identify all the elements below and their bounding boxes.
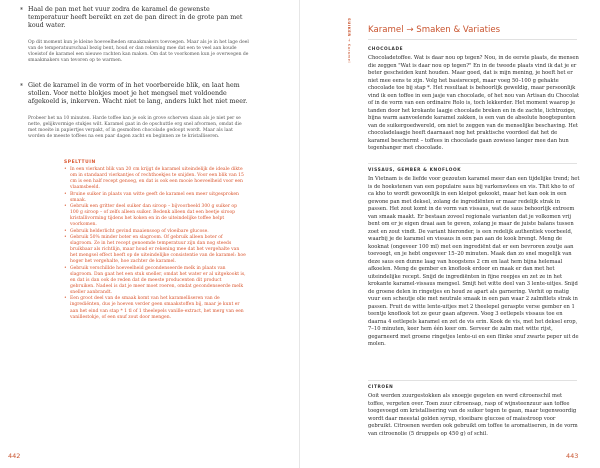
- section-tab: [346, 18, 354, 78]
- step-bullet-2: *: [20, 83, 23, 90]
- tip-item: • Gebruik 50% minder boter en slagroom. Of gebruik alleen boter of slagroom. Ze in het recept genoemde temperatuur zijn dan nog steeds bruikbaar als richtlijn, maar houd er rekening mee dat het vergehalte van het mengsel effect heeft op de uiteindelijke consistentie van de karamel: hoe hoger het vergehalte, hoe zachter de karamel.: [64, 235, 246, 266]
- step-bullet-1: *: [20, 7, 23, 14]
- section-tab-strong: SUIKER: [347, 18, 352, 37]
- section-label-vissaus: VISSAUS, GEMBER & KNOFLOOK: [368, 168, 462, 173]
- step-note-2: Probeer het na 10 minuten. Harde toffee kan je ook in grove scherven slaan als je niet per se nette, gelijkvormige stukjes wilt. Karamel gaat in de opschuttle erg snel afvormen, omdat die met moeite in papiertjes verpakt, of in gesmolten chocolade gedoopt wordt. Maar als laat worden de meeste toffees na een paar dagen zacht en beginnen ze te kristalliseren.: [28, 116, 242, 139]
- tip-item: • Bruine suiker in plaats van witte geeft de karamel een meer uitgesproken smaak.: [64, 192, 246, 204]
- tip-item: • Gebruik helderlicht gevind maaiensoop of vloeibare glucose.: [64, 229, 246, 235]
- section-body-vissaus: In Vietnam is de liefde voor gezouten karamel meer dan een tijdelijke trend; het is de hoekstenen van een populaire saus bij varkensvlees en vis. Thit kho to of ca kho to wordt gewoonlijk in een kleipot gekookt, maar het kan ook in een gewone pan met deksel, zolang de ingrediënten er maar redelijk strak in passen. Het zout komt in de vorm van vissaus, wat de saus behoorlijk extreem van smaak maakt. Er bestaan zoveel regionale varianten dat je volkomen vrij bent om er je eigen draai aan te geven, zolang je maar de juiste balans tussen zoet en zout vindt. De variant hieronder, is een redelijk authentiek voorbeeld, waarbij je de karamel en vissaus in een pan aan de kook brengt. Meng de kooknat (ongeveer 100 ml) met een ingrediënt dat er een bevroren zoutje aan toevoegt, en je hebt ongeveer 15–20 minuten. Maak dan zo snel mogelijk van deze saus een dunne laag van hoogstens 2 cm en laat hem bijna helemaal afkoelen. Meng de gember en knoflook erdoor en maak er dan met het uiteindelijke recept. Snijd de ingrediënten in fijne reepjes en zet ze in het krokante karamel-vissaus mengsel. Smijt het witte deel van 3 lente-uitjes. Snijd de groene delen in ringetjes en houd ze apart als garnering. Verhit op matig vuur een scheutje olie met neutrale smaak in een pan waar 2 zalmfilets strak in passen. Fruit de witte lente-uitjes met 2 theelepel geraspte verse gember en 1 teentje knoflook tot ze geur gaan afgeven. Voeg 3 eetlepels vissaus toe en daarna 4 eetlepels karamel en zet de vis erin. Kook de vis, met het deksel erop, 7–10 minuten, keer hem één keer om. Serveer de zalm met witte rijst, gegarneerd met groene ringetjes lente-ui en een flinke snuf zwarte peper uit de molen.: [368, 176, 580, 347]
- section-label-chocolade: CHOCOLADE: [368, 47, 404, 52]
- step-text-2: Giet de karamel in de vorm of in het voorbereide blik, en laat hem stollen. Voor nette blokjes moet je het mengsel met voldoende afgekoeld is, inkerven. Wacht niet te lang, anders lukt het niet meer.: [28, 82, 248, 106]
- section-tab-rest: → Karamel: [347, 38, 352, 64]
- section-rule: [368, 380, 577, 381]
- page-number-right: 443: [566, 452, 579, 460]
- section-rule: [368, 163, 577, 164]
- tips-box: [64, 160, 246, 321]
- page-number-left: 442: [8, 452, 21, 460]
- tip-item: • Een groot deel van de smaak komt van het karamelliseren van de ingrediënten, dus je hoeven verder geen smaakstoffen bij, maar je kunt er aan het eind van stap * 1 tl of 1 theelepels vanille-extract, het merg van een vanillestokje, of een snuf zout door mengen.: [64, 296, 246, 321]
- step-text-1: Haal de pan met het vuur zodra de karamel de gewenste temperatuur heeft bereikt en zet de pan direct in de grote pan met koud water.: [28, 6, 243, 30]
- section-body-chocolade: Chocoladetoffee. Wat is daar nou op tegen? Nou, in de eerste plaats, de mensen die zeggen "Wat is daar nou op tegen?" En in de tweede plaats vind ik dat je er beter gescheiden kunt houden. Maar goed, dat is mijn mening, je hoeft het er niet mee eens te zijn. Volg het basisrecept, maar voeg 50–100 g gehakte chocolade toe bij stap *. Het resultaat is behoorlijk geweldig, maar persoonlijk vind ik een toffee in een jasje van chocolade, of het nou van Artisan du Chocolat of in de vorm van een ordinaire Rolo is, toch lekkerder. Het moment waarop je tanden door het krokante laagje chocolade breken en in de zachte, lichtrozige, bijna warm aanvoelende karamel zakken, is een van de absolute hoogtepunten van de suikergoedwereld, om niet te zeggen van de menselijke beschaving. Het chocoladelaagje heeft daarnaast nog het praktische voordeel dat het de karamel beschermt – toffees in chocolade gaan zowieso langer mee dan hun tegenhanger met chocolade.: [368, 55, 580, 151]
- tip-item: • Gebruik verschillde hoeveelheid gecondenseerde melk in plaats van slagroom. Dan gaat het een stuk sneller, omdat het water er al uitgekookt is, en dat is dan ook de reden dat de meeste producenten dit product gebruiken. Nadeel is dat je meer moet roeren, omdat gecondenseerde melk sneller aanbrandt.: [64, 266, 246, 297]
- section-label-citroen: CITROEN: [368, 385, 394, 390]
- title-rule: [368, 39, 577, 40]
- tip-item: • In een vierkant blik van 20 cm krijgt de karamel uiteindelijk de ideale dikte om in standaard vierkantjes of rechthoekjes te snijden. Voor een blik van 15 cm is een half recept genoeg, en dat is ook een mooie hoeveelheid voor een vlaamsbeeld.: [64, 167, 246, 192]
- step-note-1: Op dit moment kun je kleine hoeveelheden smaakmakers toevoegen. Maar als je in het lage deel van de temperatuurschaal bezig bent, houd er dan rekening mee dat een te veel aan koude vloeistof de karamel een nieuwe rachten kan maken. Om dat te voorkomen kun je overwegen de smaakmakers van tevoren op te warmen.: [28, 40, 249, 63]
- page-title: Karamel → Smaken & Variaties: [368, 25, 501, 35]
- tips-label: SPELTTUIN: [64, 160, 96, 165]
- tip-item: • Gebruik een gritter deel suiker dan siroop – bijvoorbeeld 300 g suiker op 100 g siroop – of zelfs alleen suiker. Bedenk alleen dat een beetje siroop kristallivorming tijdens het koken en in de uiteindelijke toffee helpt voorkomen.: [64, 204, 246, 229]
- tips-list: [64, 167, 246, 321]
- section-body-citroen: Ooit werden zuurgestokken als snoepje gegeten en werd citroenschil met toffee, vergeten over. Toen zuur citroensap, rasp of wijnsteenzuur aan toffee toegevoegd om kristallisering van de suiker tegen te gaan, maar tegenwoordig wordt daar meestal golden syrup, vloeibare glucose of maisstroop voor gebruikt. Citroenen werden ook gebruikt om toffee te aromatiseren, in de vorm van citroenolie (5 druppels op 450 g) of schil.: [368, 393, 578, 437]
